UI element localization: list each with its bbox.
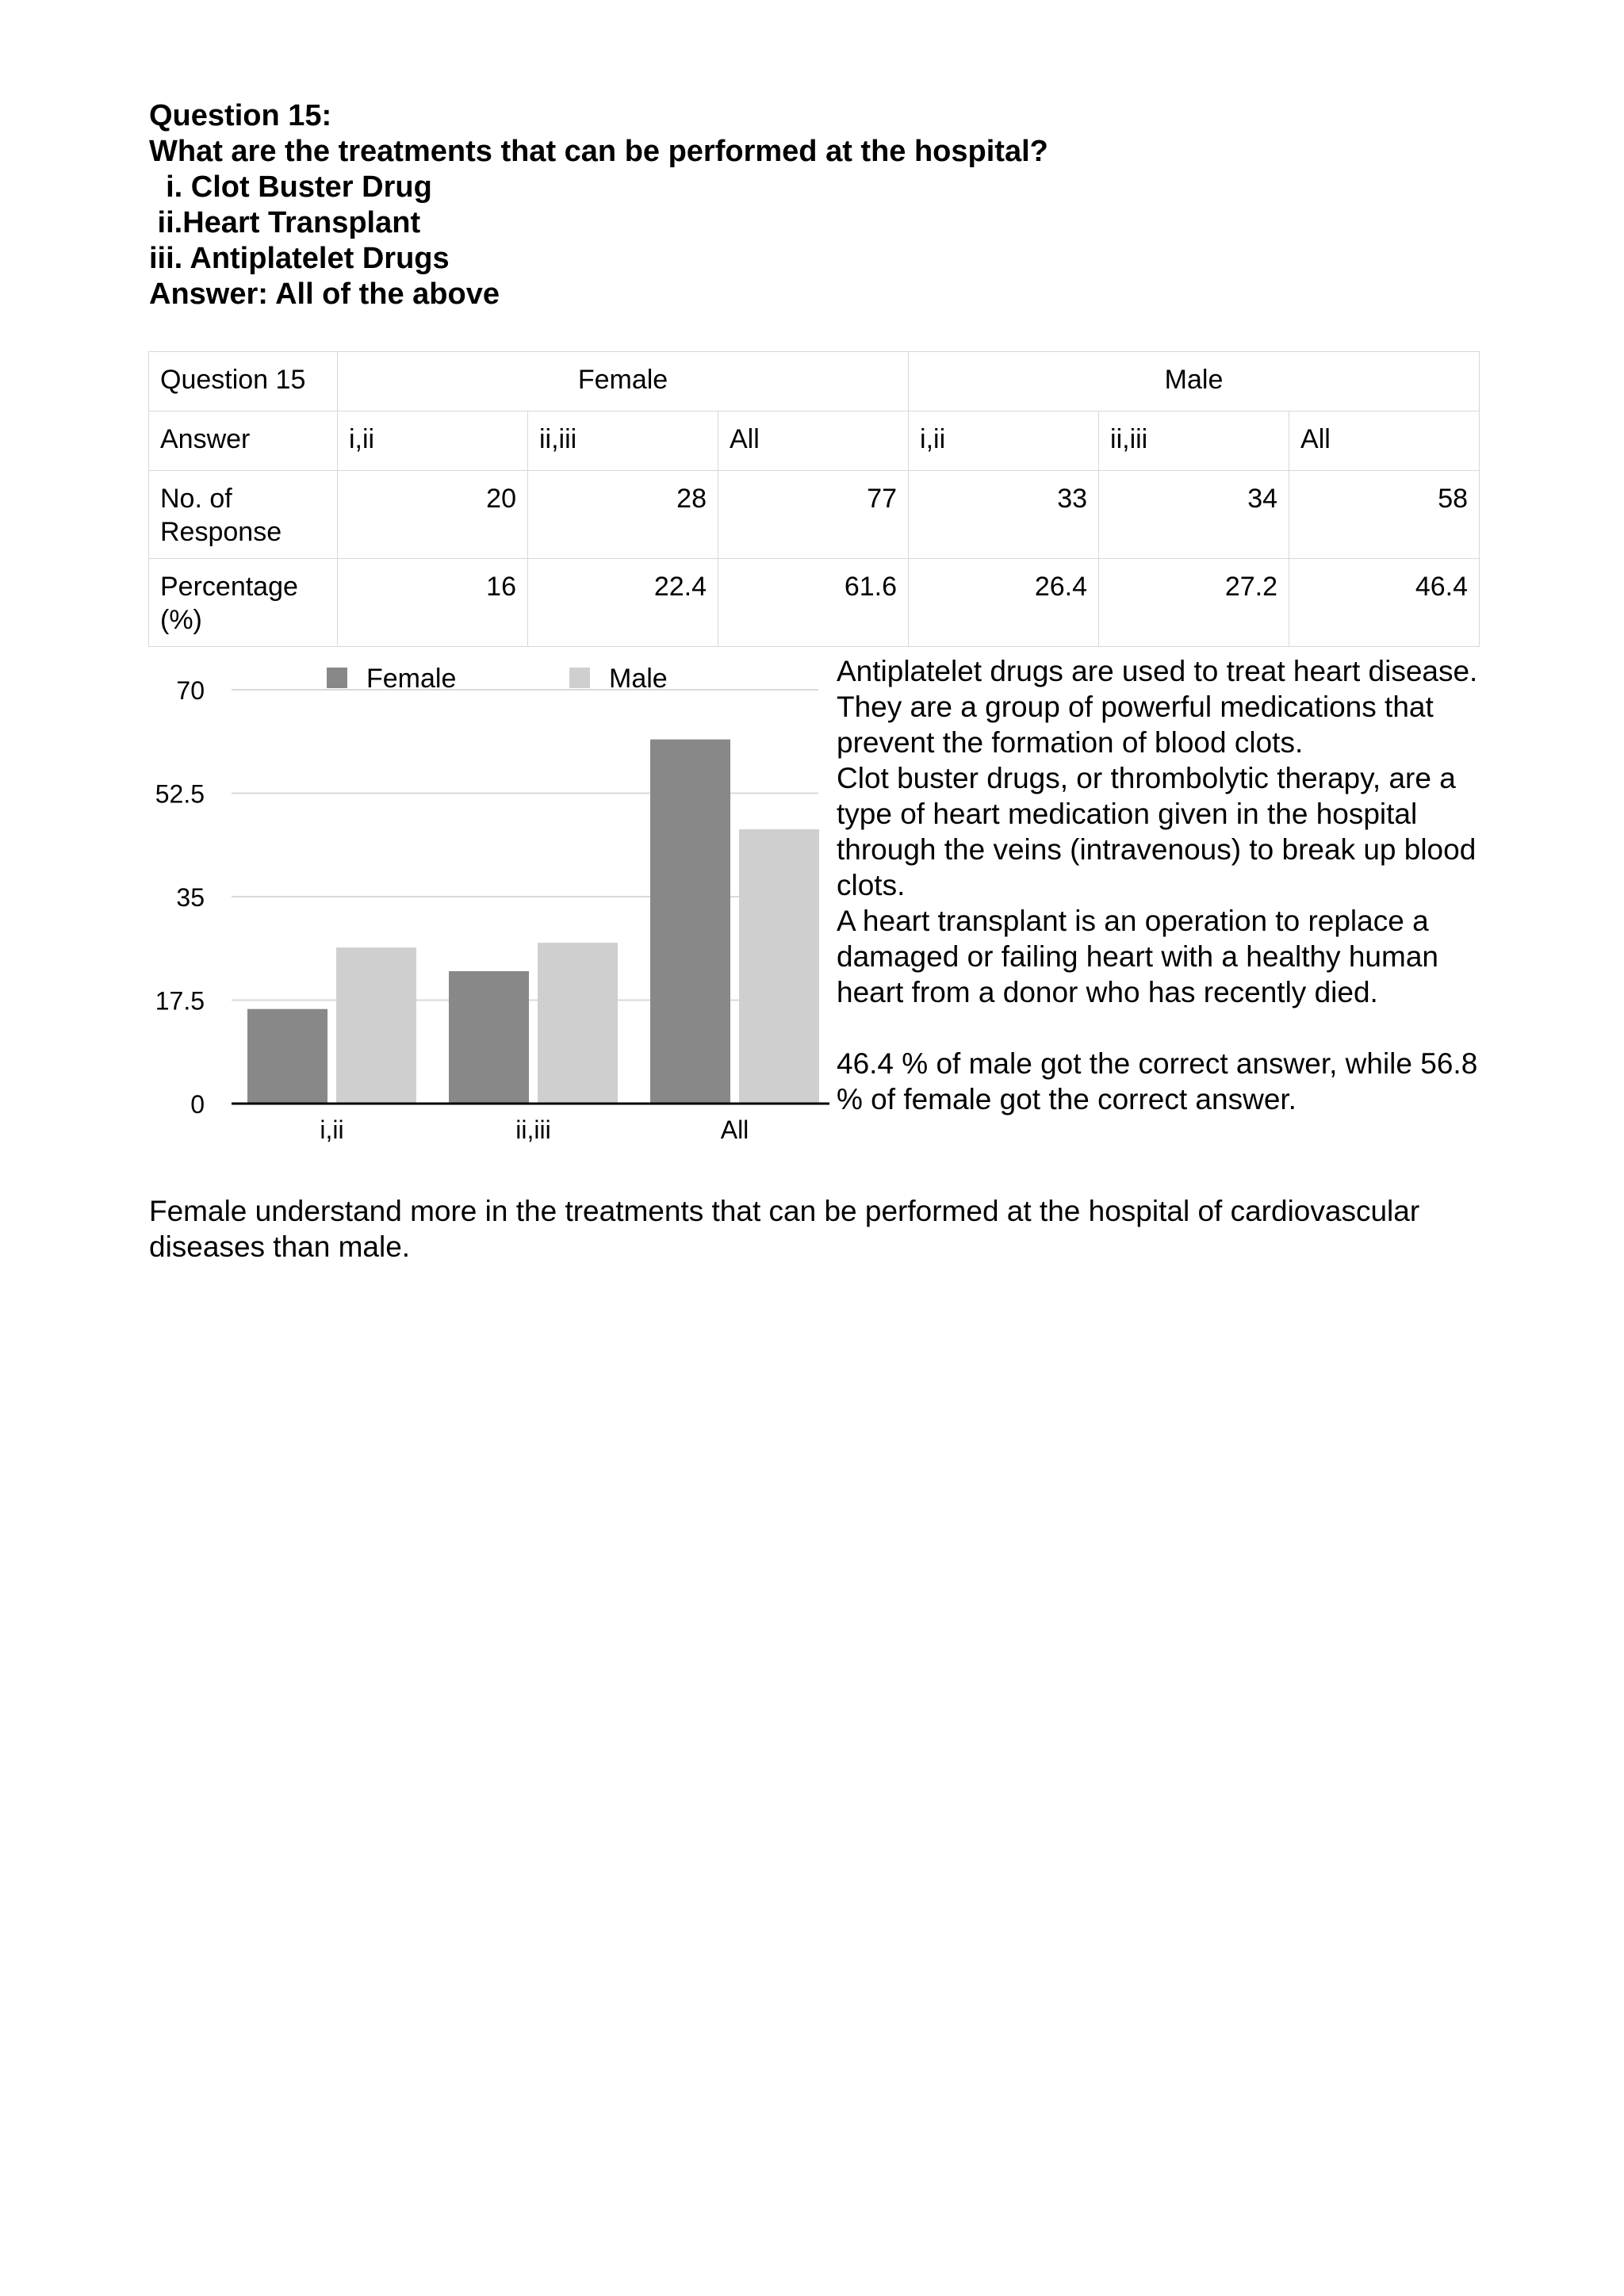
question-prompt: What are the treatments that can be performed at the hospital? (149, 135, 1048, 168)
table-cell: 27.2 (1099, 559, 1289, 647)
table-cell: All (718, 411, 909, 471)
option-3: iii. Antiplatelet Drugs (149, 242, 450, 275)
table-cell: 20 (338, 471, 528, 559)
legend-swatch-female (327, 668, 347, 688)
explanation-transplant: A heart transplant is an operation to replace a damaged or failing heart with a healthy human heart from a donor who has recently died. (837, 905, 1438, 1008)
y-tick-label: 52.5 (155, 779, 205, 809)
row-label: Answer (149, 411, 338, 471)
table-row-answer (149, 411, 1480, 471)
conclusion-text: Female understand more in the treatments that can be performed at the hospital of cardiovascular diseases than male. (149, 1195, 1420, 1263)
legend-label-male: Male (609, 664, 668, 694)
table-cell: 61.6 (718, 559, 909, 647)
bar-male-0 (336, 947, 416, 1104)
table-cell: 22.4 (528, 559, 718, 647)
y-tick-label: 17.5 (155, 986, 205, 1016)
table-cell: 33 (909, 471, 1099, 559)
question-answer: Answer: All of the above (149, 277, 500, 311)
table-header-row (149, 352, 1480, 411)
explanation-text (837, 653, 1487, 1117)
row-label: No. of Response (149, 471, 338, 559)
table-cell: 58 (1289, 471, 1480, 559)
bar-female-0 (247, 1009, 327, 1104)
y-tick-label: 0 (190, 1090, 205, 1119)
legend-label-female: Female (366, 664, 457, 694)
table-cell: 34 (1099, 471, 1289, 559)
question-title: Question 15: (149, 99, 332, 132)
x-tick-label: ii,iii (515, 1115, 551, 1144)
option-1: i. Clot Buster Drug (149, 170, 432, 204)
bar-female-1 (449, 971, 529, 1104)
row-label: Percentage (%) (149, 559, 338, 647)
y-tick-label: 70 (176, 676, 205, 705)
table-cell: 28 (528, 471, 718, 559)
y-tick-label: 35 (176, 883, 205, 912)
explanation-antiplatelet: Antiplatelet drugs are used to treat heart disease. They are a group of powerful medications that prevent the formation of blood clots. (837, 655, 1478, 759)
x-tick-label: i,ii (320, 1115, 344, 1144)
result-summary: 46.4 % of male got the correct answer, while 56.8 % of female got the correct answer. (837, 1047, 1478, 1115)
table-cell: 26.4 (909, 559, 1099, 647)
x-tick-label: All (720, 1115, 749, 1144)
option-2: ii.Heart Transplant (149, 206, 421, 239)
question-block (149, 98, 1259, 312)
table-cell: All (1289, 411, 1480, 471)
table-cell: 46.4 (1289, 559, 1480, 647)
bar-chart-svg (119, 658, 833, 1165)
results-table (148, 351, 1480, 647)
header-label: Question 15 (149, 352, 338, 411)
legend-swatch-male (569, 668, 590, 688)
table-row-responses (149, 471, 1480, 559)
table-cell: ii,iii (1099, 411, 1289, 471)
table-cell: ii,iii (528, 411, 718, 471)
table-row-percentage (149, 559, 1480, 647)
bar-male-2 (739, 829, 819, 1104)
table-cell: 77 (718, 471, 909, 559)
explanation-clot-buster: Clot buster drugs, or thrombolytic therapy, are a type of heart medication given in the hospital through the veins (intravenous) to break up blood clots. (837, 762, 1477, 901)
header-female: Female (338, 352, 909, 411)
bar-male-1 (538, 943, 618, 1104)
table-cell: i,ii (338, 411, 528, 471)
table-cell: i,ii (909, 411, 1099, 471)
header-male: Male (909, 352, 1480, 411)
bar-female-2 (650, 740, 730, 1104)
table-cell: 16 (338, 559, 528, 647)
bar-chart (119, 658, 833, 1165)
